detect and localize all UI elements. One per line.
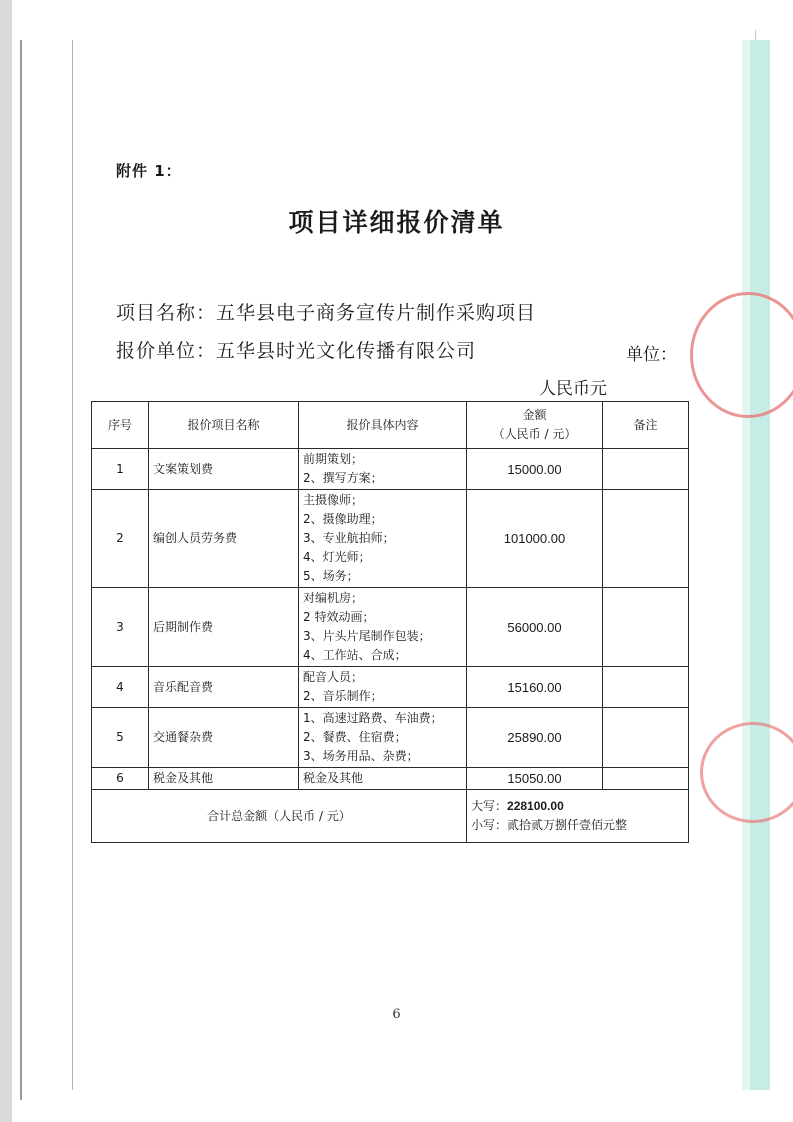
row-content: [299, 449, 467, 490]
table-body: [92, 449, 689, 790]
row-content-line: 税金及其他: [303, 771, 364, 785]
row-item-name: 交通餐杂费: [149, 708, 299, 768]
row-content-line: 4、灯光师；: [303, 550, 371, 564]
row-content-line: 对编机房；: [303, 591, 364, 605]
bidder-company: 报价单位：五华县时光文化传播有限公司: [116, 340, 477, 362]
row-seq: 1: [92, 449, 149, 490]
row-remark: [603, 449, 689, 490]
binding-line-inner: [72, 40, 73, 1090]
table-row: [92, 449, 689, 490]
row-remark: [603, 667, 689, 708]
total-xiaoxie-value: 贰拾贰万捌仟壹佰元整: [507, 818, 628, 832]
total-label: 合计总金额（人民币 / 元）: [92, 790, 467, 843]
row-content-line: 4、工作站、合成；: [303, 648, 407, 662]
header-content: 报价具体内容: [299, 402, 467, 449]
row-item-name: 音乐配音费: [149, 667, 299, 708]
row-content-line: 3、片头片尾制作包装；: [303, 629, 431, 643]
row-content-line: 1、高速过路费、车油费；: [303, 711, 443, 725]
header-item: 报价项目名称: [149, 402, 299, 449]
row-content-line: 配音人员；: [303, 670, 364, 684]
row-amount: 15050.00: [467, 768, 603, 790]
row-remark: [603, 588, 689, 667]
header-remark: 备注: [603, 402, 689, 449]
table-row: [92, 667, 689, 708]
total-daxie-value: 228100.00: [507, 799, 564, 813]
row-item-name: 编创人员劳务费: [149, 490, 299, 588]
project-name: 项目名称：五华县电子商务宣传片制作采购项目: [116, 302, 537, 324]
row-remark: [603, 708, 689, 768]
scan-left-edge: [0, 0, 12, 1122]
row-content-line: 2、摄像助理；: [303, 512, 383, 526]
unit-value: 人民币元: [539, 379, 607, 399]
table-header-row: [92, 402, 689, 449]
binding-line: [20, 40, 22, 1100]
row-seq: 3: [92, 588, 149, 667]
total-xiaoxie: [471, 816, 684, 835]
row-content-line: 2、撰写方案；: [303, 471, 383, 485]
header-amount-line2: （人民币 / 元）: [492, 427, 577, 441]
underlying-page-edge-light: [742, 40, 750, 1090]
row-content-line: 2 特效动画；: [303, 610, 375, 624]
document-title: 项目详细报价清单: [288, 208, 505, 237]
row-content-line: 主摄像师；: [303, 493, 364, 507]
total-xiaoxie-label: 小写：: [471, 818, 508, 832]
row-content-line: 2、餐费、住宿费；: [303, 730, 407, 744]
row-amount: 15160.00: [467, 667, 603, 708]
row-seq: 5: [92, 708, 149, 768]
row-content-line: 3、场务用品、杂费；: [303, 749, 419, 763]
row-content: [299, 708, 467, 768]
total-value-cell: [467, 790, 689, 843]
row-content-line: 3、专业航拍师；: [303, 531, 395, 545]
row-seq: 6: [92, 768, 149, 790]
row-amount: 15000.00: [467, 449, 603, 490]
row-amount: 101000.00: [467, 490, 603, 588]
row-content-line: 前期策划；: [303, 452, 364, 466]
unit-label: 单位：: [626, 345, 677, 365]
row-amount: 56000.00: [467, 588, 603, 667]
row-content-line: 5、场务；: [303, 569, 359, 583]
table-row: [92, 708, 689, 768]
header-amount-line1: 金额: [522, 408, 547, 422]
total-daxie: [471, 797, 684, 816]
row-content: [299, 490, 467, 588]
row-seq: 4: [92, 667, 149, 708]
page-number: 6: [392, 1007, 401, 1022]
row-remark: [603, 768, 689, 790]
row-seq: 2: [92, 490, 149, 588]
underlying-page-edge: [750, 40, 770, 1090]
table-row: [92, 588, 689, 667]
row-remark: [603, 490, 689, 588]
row-item-name: 后期制作费: [149, 588, 299, 667]
header-seq: 序号: [92, 402, 149, 449]
row-content: [299, 588, 467, 667]
row-content: [299, 768, 467, 790]
table-row: [92, 768, 689, 790]
row-item-name: 文案策划费: [149, 449, 299, 490]
quotation-table: [91, 401, 689, 843]
row-item-name: 税金及其他: [149, 768, 299, 790]
row-amount: 25890.00: [467, 708, 603, 768]
total-daxie-label: 大写：: [471, 799, 508, 813]
table-row: [92, 490, 689, 588]
row-content: [299, 667, 467, 708]
header-amount: [467, 402, 603, 449]
attachment-label: 附件 1：: [116, 162, 182, 180]
row-content-line: 2、音乐制作；: [303, 689, 383, 703]
total-row: [92, 790, 689, 843]
